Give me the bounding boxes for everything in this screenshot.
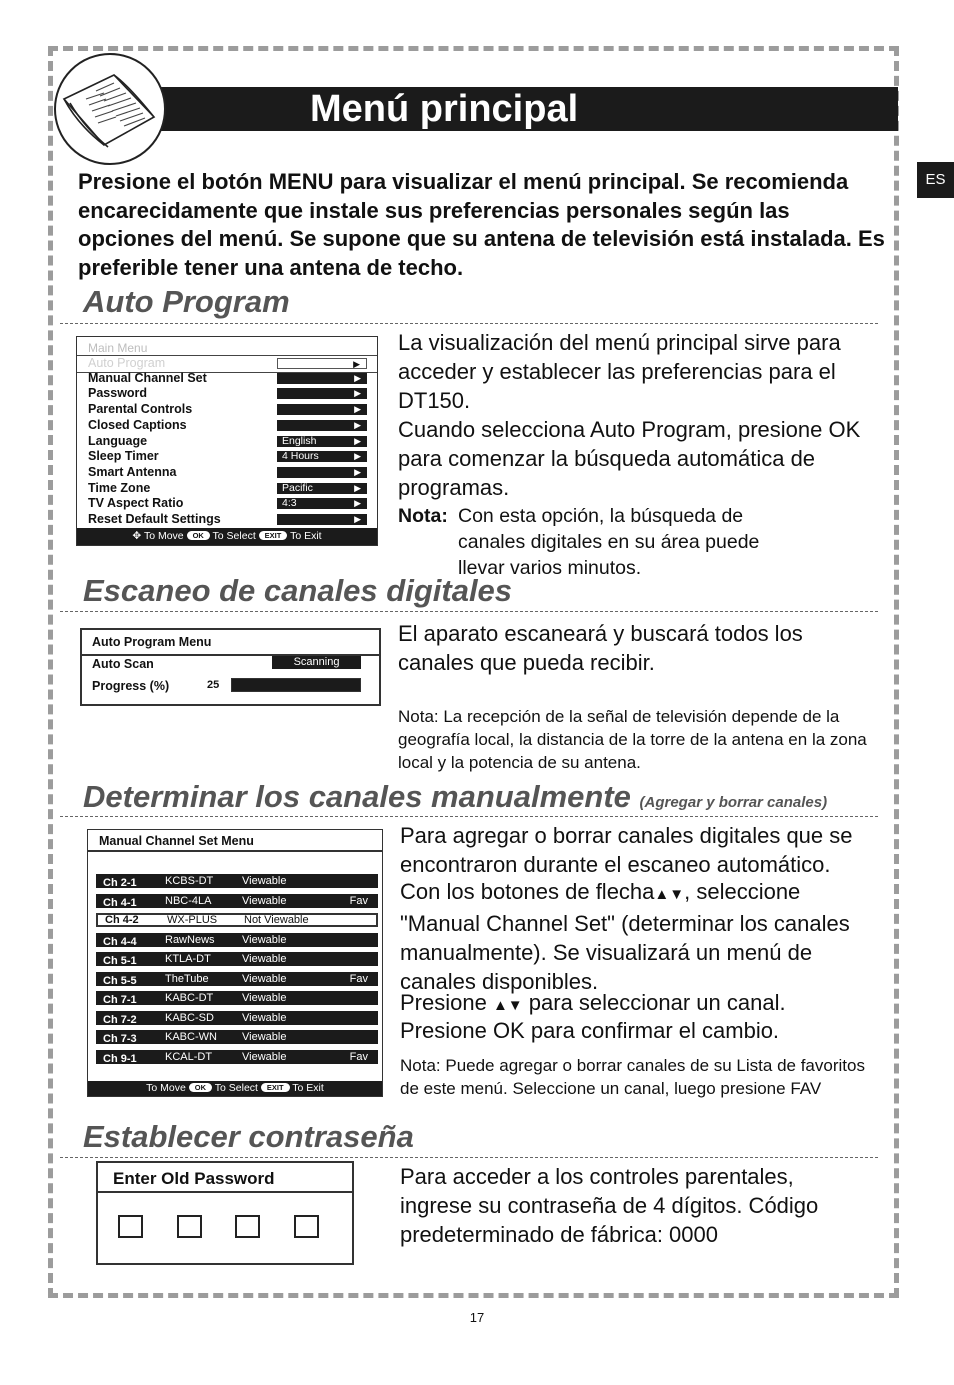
menu-footer: ✥ To Move OK To Select EXIT To Exit [77, 528, 377, 545]
menu-item-label: Smart Antenna [88, 464, 177, 479]
channel-number: Ch 2-1 [103, 877, 137, 889]
open-book-icon [54, 53, 166, 165]
channel-row[interactable] [96, 933, 378, 947]
auto-program-text-1: La visualización del menú principal sirve para acceder y establecer las preferencias para el DT150. [398, 330, 841, 413]
menu-item[interactable] [77, 449, 377, 465]
channel-status: Viewable [242, 953, 287, 965]
menu-item-value [277, 373, 367, 384]
menu-item-label: TV Aspect Ratio [88, 496, 184, 511]
channel-row[interactable] [96, 874, 378, 888]
channel-status: Viewable [242, 933, 287, 946]
menu-item[interactable] [77, 418, 377, 434]
manual-text-1: Para agregar o borrar canales digitales que se encontraron durante el escaneo automático. [400, 823, 853, 877]
page-title: Menú principal [310, 88, 579, 130]
channel-status: Viewable [242, 1031, 287, 1043]
channel-name: KABC-SD [165, 1011, 214, 1024]
section-divider [60, 323, 878, 324]
password-digit [235, 1215, 260, 1238]
channel-status: Not Viewable [244, 914, 309, 926]
password-digit [118, 1215, 143, 1238]
progress-label: Progress (%) [92, 679, 170, 693]
channel-number: Ch 7-2 [103, 1013, 137, 1026]
channel-number: Ch 7-3 [103, 1033, 137, 1045]
menu-item-label: Parental Controls [88, 402, 193, 417]
menu-item-value [277, 404, 367, 415]
channel-fav: Fav [349, 894, 368, 907]
auto-scan-label: Auto Scan [92, 657, 154, 671]
channel-number: Ch 7-1 [103, 994, 137, 1006]
channel-name: RawNews [165, 933, 215, 946]
manual-text-2: Con los botones de flecha▲▼, seleccione "Manual Channel Set" (determinar los canales manualmente). Se visualizará un menú de canales disponibles. [400, 879, 850, 994]
menu-item[interactable] [77, 512, 377, 528]
scan-note: Nota: La recepción de la señal de televisión depende de la geografía local, la distancia de la torre de la antena en la zona local y la potencia de su antena. [398, 707, 867, 772]
channel-menu-title: Manual Channel Set Menu [99, 834, 254, 848]
channel-number: Ch 5-5 [103, 974, 137, 987]
channel-row[interactable] [96, 913, 378, 927]
channel-status: Viewable [242, 1011, 287, 1024]
channel-fav: Fav [349, 1050, 368, 1063]
channel-row[interactable] [96, 952, 378, 966]
menu-item-label: Language [88, 433, 148, 448]
channel-number: Ch 4-2 [105, 914, 139, 926]
heading-manual-sub: (Agregar y borrar canales) [639, 794, 828, 811]
channel-name: KABC-DT [165, 992, 214, 1004]
menu-item-value [277, 420, 367, 431]
scan-status: Scanning [272, 656, 361, 669]
channel-name: KABC-WN [165, 1031, 217, 1043]
heading-auto-program: Auto Program [83, 284, 290, 319]
menu-item[interactable] [77, 371, 377, 387]
channel-number: Ch 9-1 [103, 1052, 137, 1065]
arrow-right-icon: ▶ [354, 404, 361, 415]
password-text: Para acceder a los controles parentales, ingrese su contraseña de 4 dígitos. Código predeterminado de fábrica: 0000 [400, 1164, 819, 1247]
channel-status: Viewable [242, 894, 287, 907]
menu-item-value [277, 388, 367, 399]
move-icon: ✥ [132, 530, 142, 542]
menu-item[interactable] [77, 481, 377, 497]
arrow-right-icon: ▶ [353, 359, 360, 369]
channel-row[interactable] [96, 1050, 378, 1064]
section-divider [60, 611, 878, 612]
menu-item-value [277, 467, 367, 478]
manual-note: Nota: Puede agregar o borrar canales de su Lista de favoritos de este menú. Seleccione un canal, luego presione FAV [400, 1056, 865, 1098]
password-title: Enter Old Password [113, 1169, 275, 1188]
auto-program-menu-title: Auto Program Menu [92, 635, 212, 649]
section-divider [60, 816, 878, 817]
intro-text: Presione el botón MENU para visualizar el menú principal. Se recomienda encarecidamente que instale sus preferencias personales según las opciones del menú. Se supone que su antena de televisión está instalada. Es preferible tener una antena de techo. [78, 169, 885, 280]
auto-program-note: Con esta opción, la búsqueda de canales digitales en su área puede llevar varios minutos. [458, 505, 760, 579]
channel-menu-panel [87, 829, 383, 1097]
arrow-right-icon: ▶ [354, 435, 361, 446]
channel-status: Viewable [242, 972, 287, 985]
ok-key-icon: OK [187, 531, 210, 540]
arrow-right-icon: ▶ [354, 419, 361, 430]
menu-item-value: 4:3 ▶ [277, 498, 367, 509]
arrow-right-icon: ▶ [354, 388, 361, 399]
menu-item-label: Time Zone [88, 480, 151, 495]
channel-row[interactable] [96, 1030, 378, 1044]
menu-item-value [277, 514, 367, 525]
main-menu-title: Main Menu [88, 341, 148, 355]
channel-number: Ch 4-1 [103, 896, 137, 909]
heading-manual: Determinar los canales manualmente (Agregar y borrar canales) [83, 779, 828, 814]
arrow-right-icon: ▶ [354, 372, 361, 383]
page-number: 17 [469, 1310, 485, 1325]
auto-program-text-2: Cuando selecciona Auto Program, presione OK para comenzar la búsqueda automática de programas. [398, 417, 861, 500]
menu-item-label: Reset Default Settings [88, 512, 221, 526]
channel-status: Viewable [242, 875, 287, 887]
section-divider [60, 1157, 878, 1158]
channel-row[interactable] [96, 894, 378, 908]
menu-item-value: Pacific ▶ [277, 483, 367, 494]
menu-item[interactable] [77, 496, 377, 512]
ok-key-icon: OK [189, 1083, 212, 1092]
menu-item-label: Password [88, 386, 148, 401]
language-tab: ES [917, 162, 954, 198]
channel-name: KCBS-DT [165, 875, 214, 887]
menu-item-value [277, 358, 367, 369]
menu-item-label: Sleep Timer [88, 449, 159, 464]
password-digit [294, 1215, 319, 1238]
channel-name: NBC-4LA [165, 894, 212, 907]
auto-program-note-label: Nota: [398, 505, 448, 527]
progress-value: 25 [207, 679, 220, 691]
arrow-up-down-icon: ▲▼ [654, 886, 685, 903]
channel-row[interactable] [96, 1011, 378, 1025]
channel-name: KTLA-DT [165, 953, 211, 965]
menu-item-label: Manual Channel Set [88, 370, 207, 385]
password-digit [177, 1215, 202, 1238]
arrow-right-icon: ▶ [354, 451, 361, 462]
menu-item-label: Auto Program [88, 356, 166, 370]
channel-name: KCAL-DT [165, 1050, 213, 1063]
password-panel [96, 1161, 354, 1265]
channel-menu-footer: To Move OK To Select EXIT To Exit [88, 1081, 382, 1096]
channel-number: Ch 4-4 [103, 935, 137, 948]
menu-item-label: Closed Captions [88, 417, 187, 432]
channel-name: TheTube [165, 972, 209, 985]
channel-number: Ch 5-1 [103, 955, 137, 967]
main-menu-panel [76, 336, 378, 546]
menu-item[interactable] [77, 402, 377, 418]
channel-row[interactable] [96, 991, 378, 1005]
progress-bar [231, 678, 361, 692]
menu-item-value: English ▶ [277, 436, 367, 447]
arrow-up-down-icon: ▲▼ [492, 997, 523, 1014]
heading-scan: Escaneo de canales digitales [83, 573, 513, 608]
progress-fill [232, 679, 360, 691]
channel-status: Viewable [242, 992, 287, 1004]
heading-password: Establecer contraseña [83, 1119, 414, 1154]
channel-row[interactable] [96, 972, 378, 986]
exit-key-icon: EXIT [259, 531, 288, 540]
manual-text-4: Presione OK para confirmar el cambio. [400, 1018, 780, 1043]
channel-name: WX-PLUS [167, 914, 218, 926]
channel-fav: Fav [349, 972, 368, 985]
menu-item[interactable] [77, 465, 377, 481]
arrow-right-icon: ▶ [354, 498, 361, 509]
arrow-right-icon: ▶ [354, 482, 361, 493]
menu-item[interactable] [77, 386, 377, 402]
arrow-right-icon: ▶ [354, 466, 361, 477]
scan-text: El aparato escaneará y buscará todos los canales que pueda recibir. [398, 621, 803, 675]
menu-item-value: 4 Hours ▶ [277, 451, 367, 462]
channel-status: Viewable [242, 1050, 287, 1063]
arrow-right-icon: ▶ [354, 514, 361, 524]
exit-key-icon: EXIT [261, 1083, 290, 1092]
manual-text-3: Presione ▲▼ para seleccionar un canal. [400, 990, 786, 1015]
menu-item[interactable] [77, 434, 377, 450]
auto-program-menu-panel [80, 628, 381, 706]
